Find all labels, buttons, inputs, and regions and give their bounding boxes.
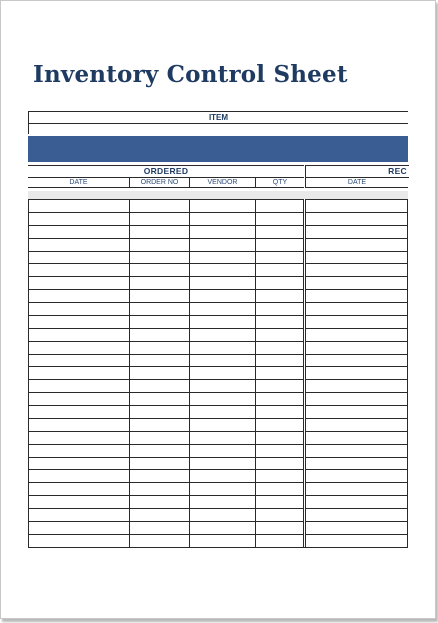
table-cell-received-date[interactable] (305, 469, 408, 482)
table-row (28, 418, 408, 431)
table-cell-qty[interactable] (255, 289, 304, 302)
table-cell-order-no[interactable] (129, 534, 189, 547)
table-cell-received-date[interactable] (305, 379, 408, 392)
header-spacer (28, 191, 408, 199)
table-cell-vendor[interactable] (189, 444, 255, 457)
table-cell-qty[interactable] (255, 238, 304, 251)
received-bottom-border (305, 547, 408, 548)
table-cell-qty[interactable] (255, 508, 304, 521)
table-cell-date[interactable] (28, 495, 129, 508)
table-cell-order-no[interactable] (129, 354, 189, 367)
table-headers (28, 165, 408, 189)
table-cell-vendor[interactable] (189, 469, 255, 482)
table-row (28, 315, 408, 328)
table-cell-vendor[interactable] (189, 251, 255, 264)
table-cell-received-date[interactable] (305, 315, 408, 328)
table-cell-qty[interactable] (255, 457, 304, 470)
table-cell-vendor[interactable] (189, 521, 255, 534)
table-cell-order-no[interactable] (129, 199, 189, 212)
table-row (28, 444, 408, 457)
table-cell-qty[interactable] (255, 534, 304, 547)
table-cell-date[interactable] (28, 212, 129, 225)
table-cell-date[interactable] (28, 392, 129, 405)
column-header-date: DATE (28, 177, 129, 188)
table-cell-qty[interactable] (255, 431, 304, 444)
table-cell-received-date[interactable] (305, 354, 408, 367)
table-cell-received-date[interactable] (305, 251, 408, 264)
column-header-order-no: ORDER NO (129, 177, 189, 188)
table-cell-received-date[interactable] (305, 431, 408, 444)
table-cell-qty[interactable] (255, 212, 304, 225)
table-cell-order-no[interactable] (129, 289, 189, 302)
table-cell-received-date[interactable] (305, 508, 408, 521)
table-cell-vendor[interactable] (189, 405, 255, 418)
table-cell-date[interactable] (28, 469, 129, 482)
table-cell-vendor[interactable] (189, 315, 255, 328)
table-cell-received-date[interactable] (305, 444, 408, 457)
table-cell-vendor[interactable] (189, 457, 255, 470)
table-cell-qty[interactable] (255, 263, 304, 276)
table-row (28, 457, 408, 470)
table-cell-vendor[interactable] (189, 366, 255, 379)
table-bottom-border (28, 547, 408, 548)
table-cell-date[interactable] (28, 276, 129, 289)
table-cell-qty[interactable] (255, 495, 304, 508)
table-cell-qty[interactable] (255, 199, 304, 212)
table-cell-date[interactable] (28, 238, 129, 251)
table-row (28, 431, 408, 444)
table-cell-received-date[interactable] (305, 418, 408, 431)
table-cell-received-date[interactable] (305, 276, 408, 289)
table-cell-order-no[interactable] (129, 521, 189, 534)
table-cell-date[interactable] (28, 302, 129, 315)
table-cell-received-date[interactable] (305, 199, 408, 212)
table-cell-vendor[interactable] (189, 263, 255, 276)
table-cell-received-date[interactable] (305, 328, 408, 341)
table-row (28, 354, 408, 367)
table-cell-vendor[interactable] (189, 289, 255, 302)
table-row (28, 495, 408, 508)
item-section (28, 111, 408, 134)
table-cell-qty[interactable] (255, 418, 304, 431)
table-cell-vendor[interactable] (189, 212, 255, 225)
ordered-bottom-border (28, 547, 305, 548)
table-cell-vendor[interactable] (189, 418, 255, 431)
table-cell-qty[interactable] (255, 341, 304, 354)
table-cell-vendor[interactable] (189, 508, 255, 521)
table-row (28, 482, 408, 495)
table-cell-order-no[interactable] (129, 302, 189, 315)
table-row (28, 263, 408, 276)
table-row (28, 276, 408, 289)
table-cell-vendor[interactable] (189, 302, 255, 315)
table-cell-date[interactable] (28, 289, 129, 302)
table-row (28, 302, 408, 315)
table-cell-qty[interactable] (255, 276, 304, 289)
table-cell-received-date[interactable] (305, 225, 408, 238)
received-group-label: REC (388, 166, 407, 176)
table-row (28, 251, 408, 264)
table-cell-date[interactable] (28, 225, 129, 238)
table-cell-qty[interactable] (255, 315, 304, 328)
table-cell-qty[interactable] (255, 405, 304, 418)
table-cell-received-date[interactable] (305, 457, 408, 470)
table-cell-vendor[interactable] (189, 225, 255, 238)
table-cell-order-no[interactable] (129, 263, 189, 276)
table-cell-order-no[interactable] (129, 508, 189, 521)
column-header-received-date: DATE (305, 177, 408, 188)
table-cell-vendor[interactable] (189, 534, 255, 547)
table-cell-received-date[interactable] (305, 482, 408, 495)
table-cell-qty[interactable] (255, 469, 304, 482)
table-cell-date[interactable] (28, 457, 129, 470)
table-row (28, 366, 408, 379)
table-cell-date[interactable] (28, 431, 129, 444)
table-cell-date[interactable] (28, 366, 129, 379)
table-cell-qty[interactable] (255, 328, 304, 341)
table-cell-qty[interactable] (255, 521, 304, 534)
ordered-group-header: ORDERED (28, 165, 304, 178)
table-cell-vendor[interactable] (189, 392, 255, 405)
table-row (28, 225, 408, 238)
table-row (28, 328, 408, 341)
table-cell-order-no[interactable] (129, 495, 189, 508)
table-cell-order-no[interactable] (129, 457, 189, 470)
table-cell-date[interactable] (28, 405, 129, 418)
table-row (28, 534, 408, 547)
table-cell-received-date[interactable] (305, 392, 408, 405)
table-cell-qty[interactable] (255, 354, 304, 367)
column-header-vendor: VENDOR (189, 177, 255, 188)
table-cell-date[interactable] (28, 315, 129, 328)
table-cell-vendor[interactable] (189, 482, 255, 495)
table-cell-order-no[interactable] (129, 379, 189, 392)
table-cell-order-no[interactable] (129, 315, 189, 328)
table-cell-qty[interactable] (255, 379, 304, 392)
table-cell-date[interactable] (28, 341, 129, 354)
table-cell-received-date[interactable] (305, 405, 408, 418)
column-header-qty: QTY (255, 177, 304, 188)
table-cell-order-no[interactable] (129, 328, 189, 341)
table-cell-date[interactable] (28, 534, 129, 547)
table-cell-vendor[interactable] (189, 354, 255, 367)
table-cell-order-no[interactable] (129, 482, 189, 495)
table-cell-vendor[interactable] (189, 276, 255, 289)
table-cell-order-no[interactable] (129, 251, 189, 264)
table-cell-vendor[interactable] (189, 379, 255, 392)
table-cell-order-no[interactable] (129, 341, 189, 354)
table-cell-order-no[interactable] (129, 469, 189, 482)
table-cell-order-no[interactable] (129, 276, 189, 289)
table-cell-date[interactable] (28, 482, 129, 495)
table-cell-date[interactable] (28, 521, 129, 534)
table-cell-received-date[interactable] (305, 263, 408, 276)
item-band (28, 136, 408, 162)
table-cell-received-date[interactable] (305, 534, 408, 547)
table-body (28, 199, 408, 547)
table-cell-vendor[interactable] (189, 431, 255, 444)
table-cell-order-no[interactable] (129, 225, 189, 238)
table-cell-order-no[interactable] (129, 418, 189, 431)
table-cell-qty[interactable] (255, 392, 304, 405)
page-title: Inventory Control Sheet (33, 61, 348, 88)
table-cell-vendor[interactable] (189, 328, 255, 341)
table-row (28, 405, 408, 418)
table-cell-vendor[interactable] (189, 495, 255, 508)
table-cell-received-date[interactable] (305, 341, 408, 354)
table-cell-order-no[interactable] (129, 212, 189, 225)
table-row (28, 238, 408, 251)
table-row (28, 521, 408, 534)
table-row (28, 379, 408, 392)
table-cell-received-date[interactable] (305, 289, 408, 302)
table-cell-qty[interactable] (255, 302, 304, 315)
table-cell-qty[interactable] (255, 366, 304, 379)
table-cell-vendor[interactable] (189, 238, 255, 251)
item-label: ITEM (29, 112, 408, 124)
table-cell-order-no[interactable] (129, 405, 189, 418)
table-cell-date[interactable] (28, 444, 129, 457)
table-row (28, 508, 408, 521)
table-cell-qty[interactable] (255, 225, 304, 238)
table-cell-received-date[interactable] (305, 302, 408, 315)
table-cell-received-date[interactable] (305, 495, 408, 508)
table-cell-received-date[interactable] (305, 238, 408, 251)
table-cell-order-no[interactable] (129, 431, 189, 444)
table-cell-received-date[interactable] (305, 521, 408, 534)
table-cell-date[interactable] (28, 328, 129, 341)
table-cell-qty[interactable] (255, 482, 304, 495)
table-cell-order-no[interactable] (129, 444, 189, 457)
table-cell-received-date[interactable] (305, 212, 408, 225)
table-cell-order-no[interactable] (129, 238, 189, 251)
table-row (28, 341, 408, 354)
table-cell-qty[interactable] (255, 251, 304, 264)
table-cell-date[interactable] (28, 418, 129, 431)
table-cell-received-date[interactable] (305, 366, 408, 379)
table-row (28, 289, 408, 302)
table-row (28, 392, 408, 405)
inventory-table (28, 111, 408, 548)
table-row (28, 469, 408, 482)
table-row (28, 212, 408, 225)
table-cell-date[interactable] (28, 508, 129, 521)
table-row (28, 199, 408, 212)
table-cell-date[interactable] (28, 379, 129, 392)
table-cell-vendor[interactable] (189, 199, 255, 212)
table-cell-date[interactable] (28, 199, 129, 212)
table-cell-date[interactable] (28, 263, 129, 276)
table-cell-order-no[interactable] (129, 392, 189, 405)
table-cell-vendor[interactable] (189, 341, 255, 354)
table-cell-date[interactable] (28, 354, 129, 367)
table-cell-date[interactable] (28, 251, 129, 264)
table-cell-qty[interactable] (255, 444, 304, 457)
table-cell-order-no[interactable] (129, 366, 189, 379)
